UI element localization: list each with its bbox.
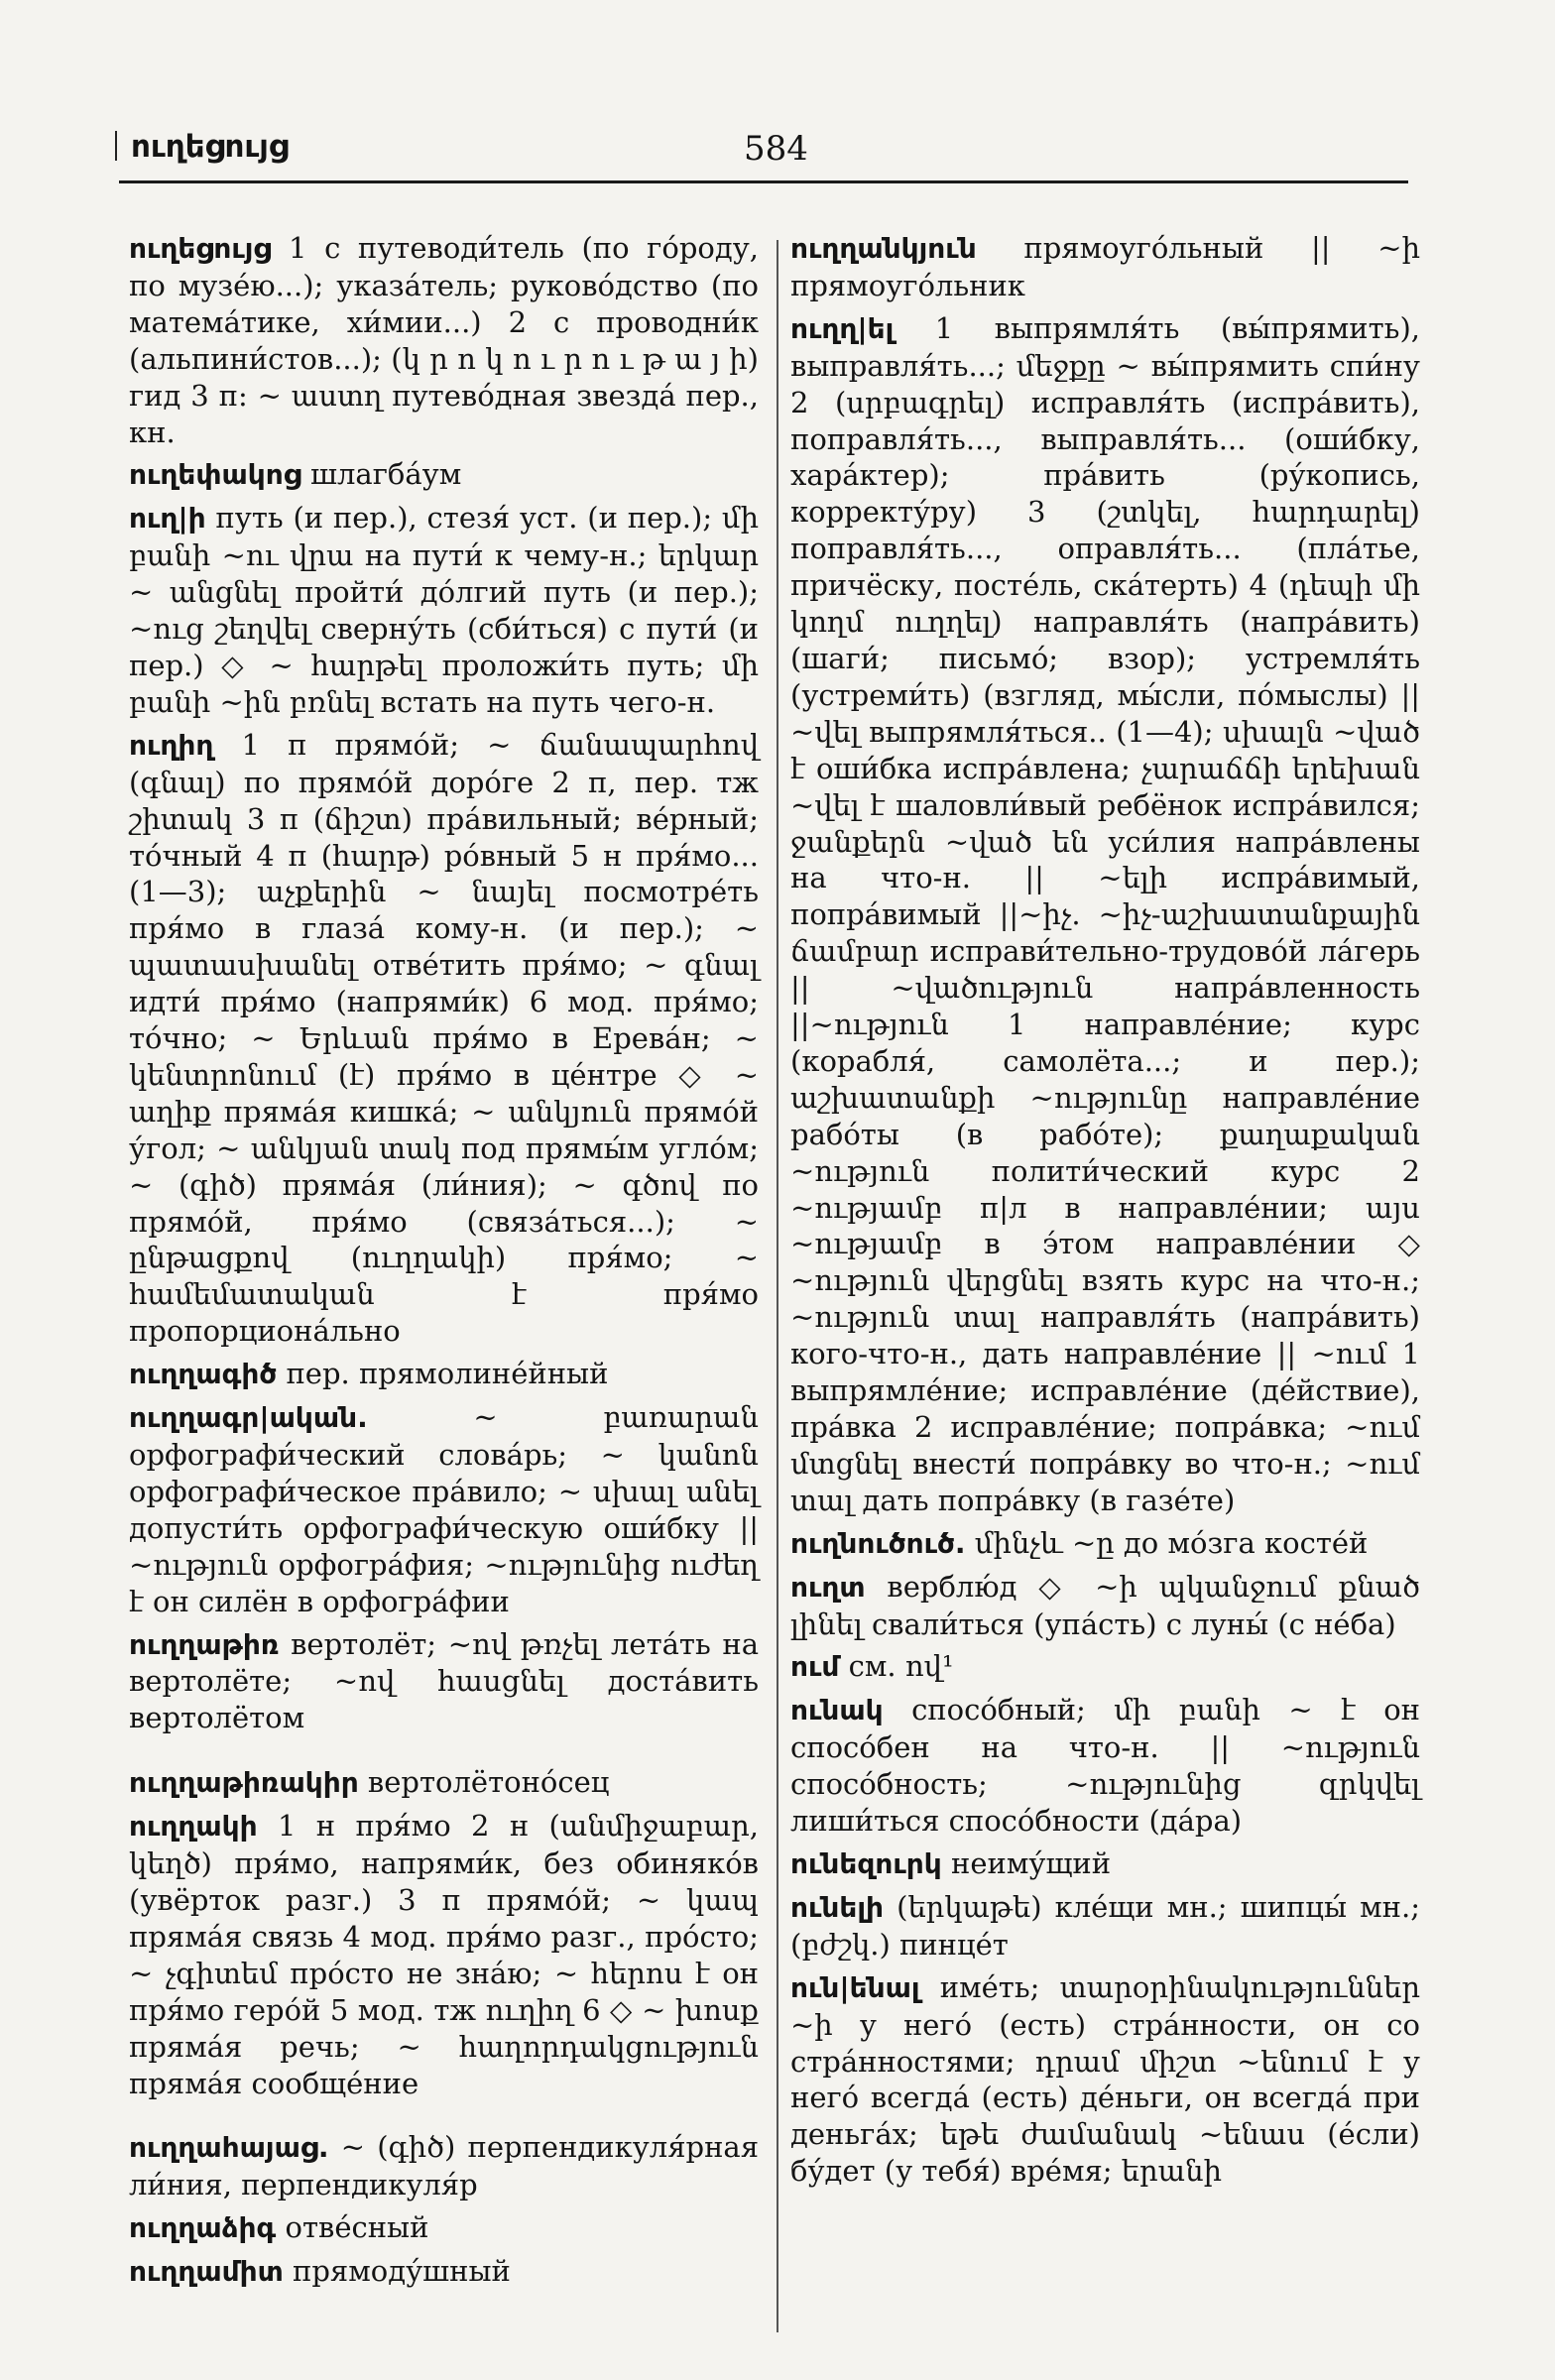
entry-text: путь (и пер.), стезя́ уст. (и пер.); մի բանի ~ու վրա на пути́ к чему-н.; երկար ~ անցնել пройти́ до́лгий путь (и пер.); ~ուց շեղվել сверну́ть (сби́ться) с пути́ (и пер.) ◇ ~ հարթել проложи́ть путь; մի բանի ~ին բռնել встать на путь чего-н. xyxy=(129,501,759,719)
dictionary-entry xyxy=(129,456,759,494)
dictionary-entry xyxy=(129,1808,759,2101)
right-column xyxy=(790,230,1420,2196)
dictionary-entry xyxy=(790,310,1420,1519)
dictionary-entry xyxy=(129,1764,759,1802)
entry-headword: ուղեցույց xyxy=(129,232,272,265)
entry-headword: ուղղագիծ xyxy=(129,1358,278,1391)
entry-headword: ուղնուծուծ. xyxy=(790,1526,966,1560)
page-number: 584 xyxy=(744,129,808,169)
page-header xyxy=(119,127,1408,177)
entry-headword: ունակ xyxy=(790,1694,884,1727)
entry-text: 1 с путеводи́тель (по го́роду, по музе́ю...); указа́тель; руково́дство (по матема́тике, хи́мии...) 2 с проводни́к (альпини́стов...); (կ ր ո կ ո ւ ր ո ւ թ ա յ ի) гид 3 п: ~ աստղ путево́дная звезда́ пер., кн. xyxy=(129,231,759,449)
dictionary-entry xyxy=(129,2209,759,2247)
entry-text: верблю́д ◇ ~ի պկանջում քնած լինել свали́ться (упа́сть) с луны́ (с не́ба) xyxy=(790,1569,1420,1641)
dictionary-entry xyxy=(790,1648,1420,1686)
entry-headword: ուղղագր|ական. xyxy=(129,1401,368,1435)
entry-headword: ուղղաձիգ xyxy=(129,2211,277,2245)
entry-text: 1 н пря́мо 2 н (անմիջաբար, կեղծ) пря́мо, напрями́к, без обиняко́в (увёрток разг.) 3 п прямо́й; ~ կապ пряма́я связь 4 мод. пря́мо разг., про́сто; ~ չգիտեմ про́сто не зна́ю; ~ հերոս է он пря́мо геро́й 5 мод. тж ուղիղ 6 ◇ ~ խոսք пряма́я речь; ~ հաղորդակցություն пряма́я сообще́ние xyxy=(129,1809,759,2100)
entry-headword: ունեզուրկ xyxy=(790,1846,942,1880)
dictionary-entry xyxy=(790,1569,1420,1643)
entry-text: մինչև ~ը до мо́зга косте́й xyxy=(965,1525,1369,1560)
left-column xyxy=(129,230,759,2297)
dictionary-entry xyxy=(790,230,1420,304)
entry-text: ~ բառարան орфографи́ческий слова́рь; ~ կանոն орфографи́ческое пра́вило; ~ սխալ անել допусти́ть орфографи́ческую оши́бку || ~ություն орфогра́фия; ~ությունից ուժեղ է он силён в орфогра́фии xyxy=(129,1400,759,1618)
entry-headword: ուղղանկյուն xyxy=(790,232,977,265)
entry-headword: ուղտ xyxy=(790,1570,866,1604)
dictionary-entry xyxy=(129,2253,759,2291)
entry-headword: ուղիղ xyxy=(129,728,214,762)
dictionary-entry xyxy=(790,1845,1420,1883)
entry-headword: ուղղաթիռակիր xyxy=(129,1766,359,1800)
entry-headword: ուղղահայաց. xyxy=(129,2131,329,2165)
entry-headword: ուղղակի xyxy=(129,1810,258,1844)
entry-text: пер. прямолине́йный xyxy=(277,1357,609,1391)
entry-text: неиму́щий xyxy=(941,1845,1112,1880)
entry-headword: ուղեփակոց xyxy=(129,458,301,492)
entry-headword: ուն|ենալ xyxy=(790,1970,920,2004)
running-head: ուղեցույց xyxy=(131,129,289,165)
entry-text: спосо́бный; մի բանի ~ է он спосо́бен на что-н. || ~ություն спосо́бность; ~ությունից զրկվել лиши́ться спосо́бности (да́ра) xyxy=(790,1693,1420,1839)
dictionary-entry xyxy=(129,2129,759,2203)
entry-text: 1 п прямо́й; ~ ճանապարհով (գնալ) по прямо́й доро́ге 2 п, пер. тж շիտակ 3 п (ճիշտ) пра́вильный; ве́рный; то́чный 4 п (հարթ) ро́вный 5 н пря́мо... (1—3); աչքերին ~ նայել посмотре́ть пря́мо в глаза́ кому-н. (и пер.); ~ պատասխանել отве́тить пря́мо; ~ գնալ идти́ пря́мо (напрями́к) 6 мод. пря́мо; то́чно; ~ Երևան пря́мо в Ерева́н; ~ կենտրոնում (է) пря́мо в це́нтре ◇ ~ աղիք пряма́я кишка́; ~ անկյուն прямо́й у́гол; ~ անկյան տակ под прямы́м угло́м; ~ (գիծ) пряма́я (ли́ния); ~ գծով по прямо́й, пря́мо (связа́ться...); ~ ընթացքով (ուղղակի) пря́мо; ~ համեմատական է пря́мо пропорциона́льно xyxy=(129,727,759,1349)
entry-headword: ում xyxy=(790,1650,840,1684)
entry-text: прямоду́шный xyxy=(283,2254,511,2289)
entry-text: прямоуго́льный || ~ի прямоуго́льник xyxy=(790,231,1420,302)
entry-headword: ուղ|ի xyxy=(129,502,206,536)
dictionary-entry xyxy=(790,1889,1420,1964)
entry-text: шлагба́ум xyxy=(300,457,462,492)
dictionary-entry xyxy=(129,727,759,1350)
entry-text: име́ть; տարօրինակություններ ~ի у него́ (есть) стра́нности, он со стра́нностями; դրամ միշտ ~ենում է у него́ всегда́ (есть) де́ньги, он всегда́ при деньга́х; եթե ժամանակ ~ենաս (е́сли) бу́дет (у тебя́) вре́мя; երանի xyxy=(790,1969,1420,2189)
entry-text: ~ (գիծ) перпендикуля́рная ли́ния, перпендикуля́р xyxy=(129,2130,759,2202)
entry-text: см. ով¹ xyxy=(839,1649,954,1684)
entry-text: отве́сный xyxy=(276,2210,429,2245)
dictionary-entry xyxy=(129,1626,759,1737)
column-divider xyxy=(777,240,778,2332)
entry-text: (երկաթե) кле́щи мн.; шипцы́ мн.; (բժշկ.) пинце́т xyxy=(790,1889,1420,1962)
entry-headword: ուղղ|ել xyxy=(790,311,895,345)
header-rule xyxy=(119,180,1408,183)
entry-text: вертолётоно́сец xyxy=(358,1765,610,1800)
entry-text: вертолёт; ~ով թռչել лета́ть на вертолёте; ~ով հասցնել доста́вить вертолётом xyxy=(129,1626,759,1735)
dictionary-entry xyxy=(790,1525,1420,1563)
entry-headword: ուղղաթիռ xyxy=(129,1627,280,1661)
dictionary-entry xyxy=(129,500,759,720)
margin-mark xyxy=(115,131,117,161)
entry-headword: ունելի xyxy=(790,1890,885,1924)
entry-text: 1 выпрямля́ть (вы́прямить), выправля́ть...; մեջքը ~ вы́прямить спи́ну 2 (սրբագրել) исправля́ть (испра́вить), поправля́ть..., выправля́ть... (оши́бку, хара́ктер); пра́вить (ру́копись, корректу́ру) 3 (շտկել, հարդարել) поправля́ть..., оправля́ть... (пла́тье, причёску, посте́ль, ска́терть) 4 (դեպի մի կողմ ուղղել) направля́ть (напра́вить) (шаги́; письмо́; взор); устремля́ть (устреми́ть) (взгляд, мы́сли, по́мыслы) || ~վել выпрямля́ться.. (1—4); սխալն ~ված է оши́бка испра́влена; չարաճճի երեխան ~վել է шаловли́вый ребёнок испра́вился; ջանքերն ~ված են уси́лия напра́влены на что-н. || ~ելի испра́вимый, попра́вимый ||~իչ. ~իչ-աշխատանքային ճամբար исправи́тельно-трудово́й ла́герь || ~վածություն напра́вленность ||~ություն 1 направле́ние; курс (корабля́, самолёта...; и пер.); աշխատանքի ~ությունը направле́ние рабо́ты (в рабо́те); քաղաքական ~ություն полити́ческий курс 2 ~ությամբ п|л в направле́нии; այս ~ությամբ в э́том направле́нии ◇ ~ություն վերցնել взять курс на что-н.; ~ություն տալ направля́ть (напра́вить) кого-что-н., дать направле́ние || ~ում 1 выпрямле́ние; исправле́ние (де́йствие), пра́вка 2 исправле́ние; попра́вка; ~ում մտցնել внести́ попра́вку во что-н.; ~ում տալ дать попра́вку (в газе́те) xyxy=(790,310,1420,1517)
dictionary-entry xyxy=(790,1692,1420,1840)
dictionary-entry xyxy=(129,1399,759,1619)
dictionary-entry xyxy=(129,230,759,450)
dictionary-entry xyxy=(790,1969,1420,2190)
entry-headword: ուղղամիտ xyxy=(129,2255,284,2289)
dictionary-entry xyxy=(129,1356,759,1393)
